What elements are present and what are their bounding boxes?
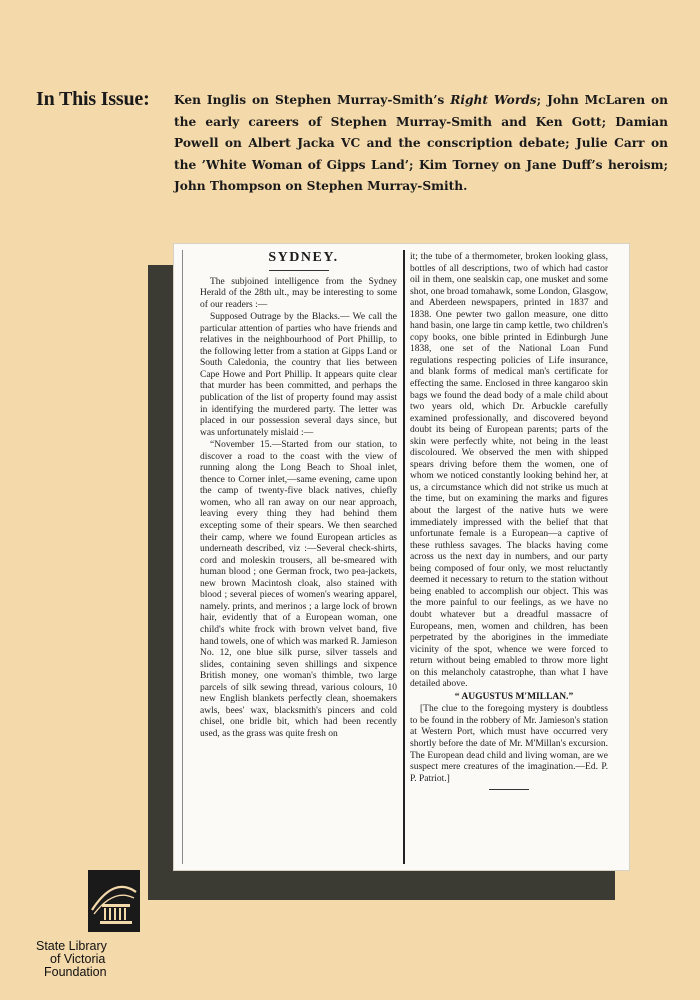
clipping-left-column [200,252,397,862]
issue-text-title: Right Words [450,93,537,107]
clipping-signature: “ AUGUSTUS M'MILLAN.” [454,691,574,702]
clipping-paragraph: it; the tube of a thermometer, broken looking glass, bottles of all descriptions, two of which had castor oil in them, one sealskin cap, one musket and some shot, one broad tomahawk, some London, Glasgow, and Aberdeen newspapers, printed in 1837 and 1838. One pewter two gallon measure, one ditto hand basin, one large tin camp kettle, two children's copy books, one bible printed in Edinburgh June 1838, one set of the National Loan Fund regulations respecting policies of Life insurance, and blank forms of medical man's certificate for effecting the same. Enclosed in three kangaroo skin bags we found the dead body of a male child about two years old, which Dr. Arbuckle carefully examined professionally, and discovered beyond doubt its being of European parents; parts of the skin were perfectly white, not being in the least discoloured. We observed the men with shipped spears driving before them the women, one of whom we noticed constantly looking behind her, at us, a circumstance which did not strike us much at the time, but on examining the marks and figures about the largest of the native huts we were immediately impressed with the belief that that unfortunate female is a European—a captive of these ruthless savages. The blacks having come across us the next day in numbers, and our party being composed of four only, we most reluctantly deemed it necessary to return to the station without being enabled to accomplish our object. This was the more painful to our feelings, as we have no doubt whatever but a dreadful massacre of Europeans, men, women and children, has been perpetrated by the aborigines in the immediate vicinity of the spot, whence we were forced to return without being emabled to throw more light on this melancholy catastrophe, than what I have detailed above. [410,252,608,690]
title-rule [269,270,329,271]
state-library-logo [36,870,126,985]
editor-note: [The clue to the foregoing mystery is doubtless to be found in the robbery of Mr. Jamieson's station at Western Port, which must have occurred very shortly before the date of Mr. M'Millan's excursion. The European dead child and living woman, are we suspect mere creatures of the imagination.—Ed. P. P. Patriot.] [410,704,608,784]
column-divider [403,250,405,864]
clipping-left-rule [182,250,183,864]
issue-heading: In This Issue: [36,88,150,110]
newspaper-clipping [173,243,630,871]
clipping-paragraph: The subjoined intelligence from the Sydney Herald of the 28th ult., may be interesting to some of our readers :— [200,276,397,310]
clipping-paragraph: “November 15.—Started from our station, to discover a road to the coast with the view of running along the Long Beach to Shoal inlet, thence to Corner inlet,—same evening, came upon the camp of twenty-five black natives, chiefly women, who all ran away on our near approach, leaving every thing they had behind them excepting some of their spears. We then searched their camp, where we found European articles as underneath described, viz :—Several check-shirts, cord and moleskin trousers, all be-smeared with human blood ; one German frock, two pea-jackets, new brown Macintosh cloak, also stained with blood ; several pieces of women's wearing apparel, namely. prints, and merinos ; a large lock of brown hair, evidently that of a European woman, one child's white frock with brown velvet band, five hand towels, one of which was marked R. Jamieson No. 12, one blue silk purse, silver tassels and slides, containing seven shillings and sixpence British money, one woman's thimble, two large parcels of silk sewing thread, various colours, 10 new English blankets perfectly clean, shoemakers awls, bees' wax, blacksmith's pincers and cold chisel, one bridle bit, which had been recently used, as the grass was quite fresh on [200,440,397,739]
issue-text-part-2: ; John McLaren on the early careers of Stephen Murray-Smith and Ken Gott; Damian Powell on Albert Jacka VC and the conscription debate; Julie Carr on the ’White Woman of Gipps Land’; Kim Torney on Jane Duff’s heroism; John Thompson on Stephen Murray-Smith. [174,93,669,193]
clipping-right-column [410,252,608,862]
logo-line-2: of Victoria [50,952,106,966]
clipping-paragraph: Supposed Outrage by the Blacks.— We call the particular attention of parties who have friends and relatives in the neighbourhood of Port Phillip, to the following letter from a station at Gipps Land or South Caledonia, the country that lies between Cape Howe and Port Phillip. It appears quite clear that murder has been committed, and perhaps the publication of the list of property found may assist in identifying the murdered party. The letter was placed in our possession several days since, but was unfortunately mislaid :— [200,312,397,438]
clipping-title: SYDNEY. [268,252,339,265]
logo-line-1: State Library [36,939,107,953]
library-building-icon [88,870,140,932]
logo-line-3: Foundation [44,965,107,979]
end-rule [489,789,529,790]
issue-text-part-1: Ken Inglis on Stephen Murray-Smith’s [174,93,451,107]
issue-description [174,90,668,198]
logo-text [36,940,107,979]
